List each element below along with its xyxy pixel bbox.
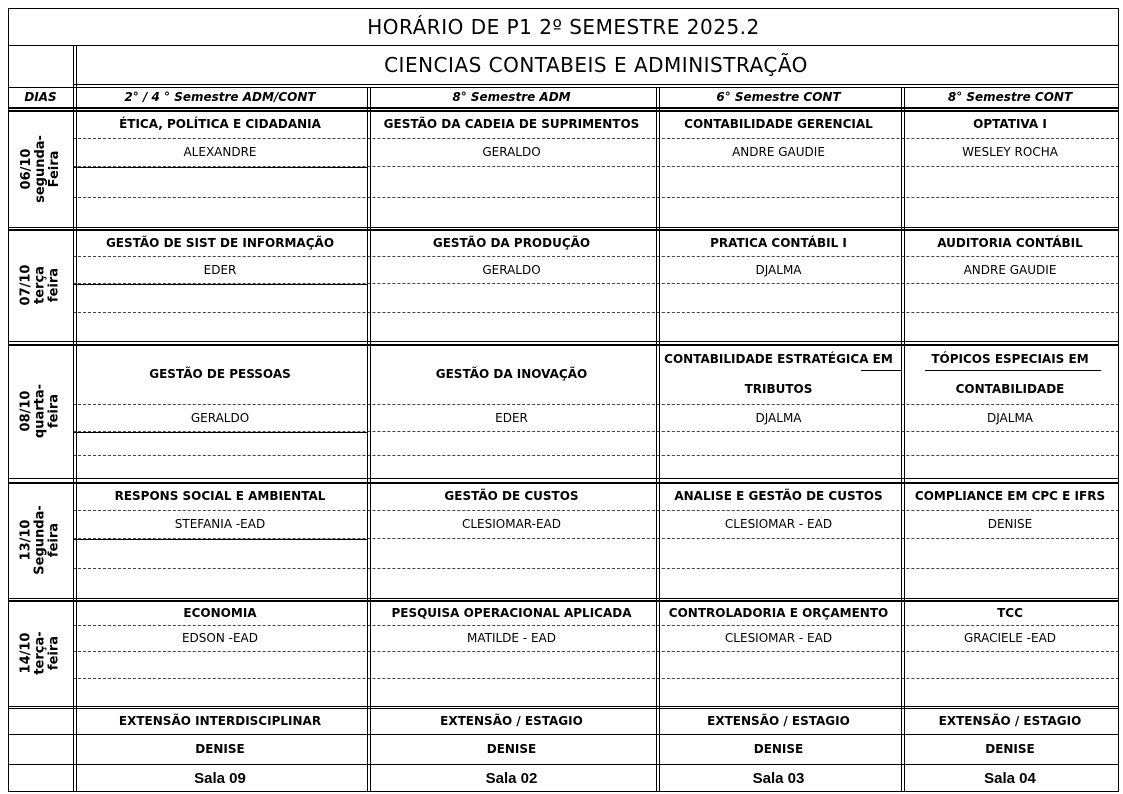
teacher-name: DJALMA: [755, 262, 802, 277]
room-label: Sala 09: [194, 769, 246, 787]
teacher-name: DENISE: [987, 517, 1033, 531]
grid-line: [73, 404, 1119, 405]
grid-line: [367, 87, 368, 792]
grid-line: [73, 568, 1119, 569]
grid-line: [73, 455, 1119, 456]
day-label-text: 08/10 quarta-feira: [18, 383, 62, 439]
day-label: [8, 229, 73, 341]
schedule-sheet: [8, 8, 1119, 792]
grid-line: [8, 734, 1119, 735]
extension-subject: EXTENSÃO / ESTAGIO: [938, 714, 1082, 728]
grid-line: [8, 706, 1119, 707]
grid-line: [370, 87, 371, 792]
grid-line: [73, 432, 367, 433]
subject-name: ÉTICA, POLÍTICA E CIDADANIA: [119, 117, 321, 131]
day-label: [8, 344, 73, 478]
subject-name: GESTÃO DE CUSTOS: [444, 489, 579, 503]
extension-teacher: DENISE: [486, 742, 537, 756]
day-label-text: 07/10 terça feira: [18, 264, 62, 306]
extension-teacher: DENISE: [985, 742, 1035, 756]
teacher-name: ANDRE GAUDIE: [732, 145, 825, 159]
teacher-name: GRACIELE -EAD: [963, 631, 1057, 645]
room-label: Sala 04: [984, 769, 1036, 787]
subject-name: GESTÃO DE SIST DE INFORMAÇÃO: [105, 235, 335, 250]
subject-name: ECONOMIA: [183, 605, 257, 620]
teacher-name: MATILDE - EAD: [467, 631, 556, 645]
subject-name: ANALISE E GESTÃO DE CUSTOS: [674, 489, 883, 503]
subject-line: CONTABILIDADE: [955, 382, 1065, 396]
grid-line: [73, 256, 1119, 257]
extension-subject: EXTENSÃO INTERDISCIPLINAR: [118, 714, 322, 728]
teacher-name: CLESIOMAR - EAD: [724, 517, 833, 531]
grid-line: [8, 229, 1119, 231]
subject-name: PRATICA CONTÁBIL I: [710, 235, 847, 250]
grid-line: [73, 45, 74, 792]
grid-line: [8, 341, 1119, 342]
grid-line: [73, 510, 1119, 511]
grid-line: [8, 600, 1119, 602]
grid-line: [73, 138, 1119, 139]
teacher-name: WESLEY ROCHA: [962, 145, 1058, 159]
teacher-name: GERALDO: [482, 145, 541, 159]
schedule-title: HORÁRIO DE P1 2º SEMESTRE 2025.2: [367, 14, 760, 39]
grid-line: [8, 598, 1119, 599]
subject-name: GESTÃO DA CADEIA DE SUPRIMENTOS: [383, 117, 640, 131]
subject-name: GESTÃO DA INOVAÇÃO: [435, 367, 588, 381]
day-label-text: 13/10 Segunda- feira: [18, 505, 62, 575]
grid-line: [8, 8, 9, 792]
grid-line: [901, 87, 902, 792]
grid-line: [8, 45, 1119, 46]
grid-line: [73, 625, 1119, 626]
subject-underline: [925, 370, 1101, 371]
grid-line: [904, 87, 905, 792]
column-header-8-semester-cont: 8° Semestre CONT: [947, 90, 1073, 104]
grid-line: [73, 312, 1119, 313]
column-header-6-semester-cont: 6° Semestre CONT: [716, 90, 841, 104]
extension-subject: EXTENSÃO / ESTAGIO: [440, 714, 583, 728]
grid-line: [8, 107, 1119, 109]
subject-name: TCC: [997, 605, 1023, 620]
grid-line: [8, 764, 1119, 765]
course-title: CIENCIAS CONTABEIS E ADMINISTRAÇÃO: [384, 52, 808, 77]
subject-name: OPTATIVA I: [973, 117, 1047, 131]
extension-teacher: DENISE: [195, 742, 245, 756]
grid-line: [656, 87, 657, 792]
days-column-header: DIAS: [24, 90, 57, 104]
subject-name: RESPONS SOCIAL E AMBIENTAL: [114, 489, 326, 503]
subject-name: PESQUISA OPERACIONAL APLICADA: [391, 605, 632, 620]
grid-line: [8, 482, 1119, 484]
subject-name: CONTABILIDADE GERENCIAL: [684, 117, 873, 131]
teacher-name: ALEXANDRE: [183, 145, 257, 159]
subject-line: TÓPICOS ESPECIAIS EM: [931, 352, 1089, 366]
subject-name: GESTÃO DE PESSOAS: [149, 367, 291, 381]
day-label: [8, 110, 73, 227]
teacher-name: CLESIOMAR-EAD: [461, 517, 562, 531]
room-label: Sala 03: [752, 769, 805, 787]
day-label: [8, 600, 73, 706]
extension-subject: EXTENSÃO / ESTAGIO: [707, 714, 850, 728]
grid-line: [659, 87, 660, 792]
teacher-name: CLESIOMAR - EAD: [724, 631, 833, 645]
extension-teacher: DENISE: [753, 742, 804, 756]
subject-underline: [861, 370, 901, 371]
grid-line: [8, 8, 1119, 9]
column-header-8-semester-adm: 8° Semestre ADM: [452, 90, 571, 104]
column-header-2-4-semester: 2° / 4 ° Semestre ADM/CONT: [124, 90, 316, 104]
subject-name: AUDITORIA CONTÁBIL: [937, 235, 1083, 250]
day-label-text: 06/10 segunda- Feira: [18, 134, 62, 203]
grid-line: [8, 478, 1119, 479]
teacher-name: DJALMA: [986, 410, 1034, 425]
subject-name: GESTÃO DA PRODUÇÃO: [432, 235, 591, 250]
grid-line: [73, 651, 1119, 652]
subject-name: CONTROLADORIA E ORÇAMENTO: [668, 605, 889, 620]
teacher-name: DJALMA: [755, 410, 802, 425]
teacher-name: ANDRE GAUDIE: [963, 262, 1057, 277]
room-label: Sala 02: [485, 769, 538, 787]
grid-line: [73, 197, 1119, 198]
grid-line: [76, 45, 77, 792]
day-label: [8, 482, 73, 598]
teacher-name: GERALDO: [190, 410, 250, 425]
teacher-name: STEFANIA -EAD: [174, 517, 266, 531]
grid-line: [8, 87, 1119, 88]
grid-line: [73, 678, 1119, 679]
grid-line: [8, 344, 1119, 346]
grid-line: [8, 227, 1119, 228]
grid-line: [8, 110, 1119, 112]
grid-line: [1118, 8, 1119, 792]
day-label-text: 14/10 terça-feira: [18, 631, 62, 675]
grid-line: [8, 708, 1119, 709]
grid-line: [8, 791, 1119, 792]
teacher-name: EDSON -EAD: [181, 631, 259, 645]
subject-line: TRIBUTOS: [744, 382, 813, 396]
subject-name: COMPLIANCE EM CPC E IFRS: [914, 489, 1106, 503]
grid-line: [73, 284, 367, 285]
grid-line: [73, 539, 367, 540]
teacher-name: EDER: [495, 410, 528, 425]
subject-line: CONTABILIDADE ESTRATÉGICA EM: [664, 352, 893, 366]
grid-line: [73, 167, 367, 168]
teacher-name: GERALDO: [482, 262, 541, 277]
teacher-name: EDER: [203, 262, 237, 277]
grid-line: [73, 84, 1119, 85]
